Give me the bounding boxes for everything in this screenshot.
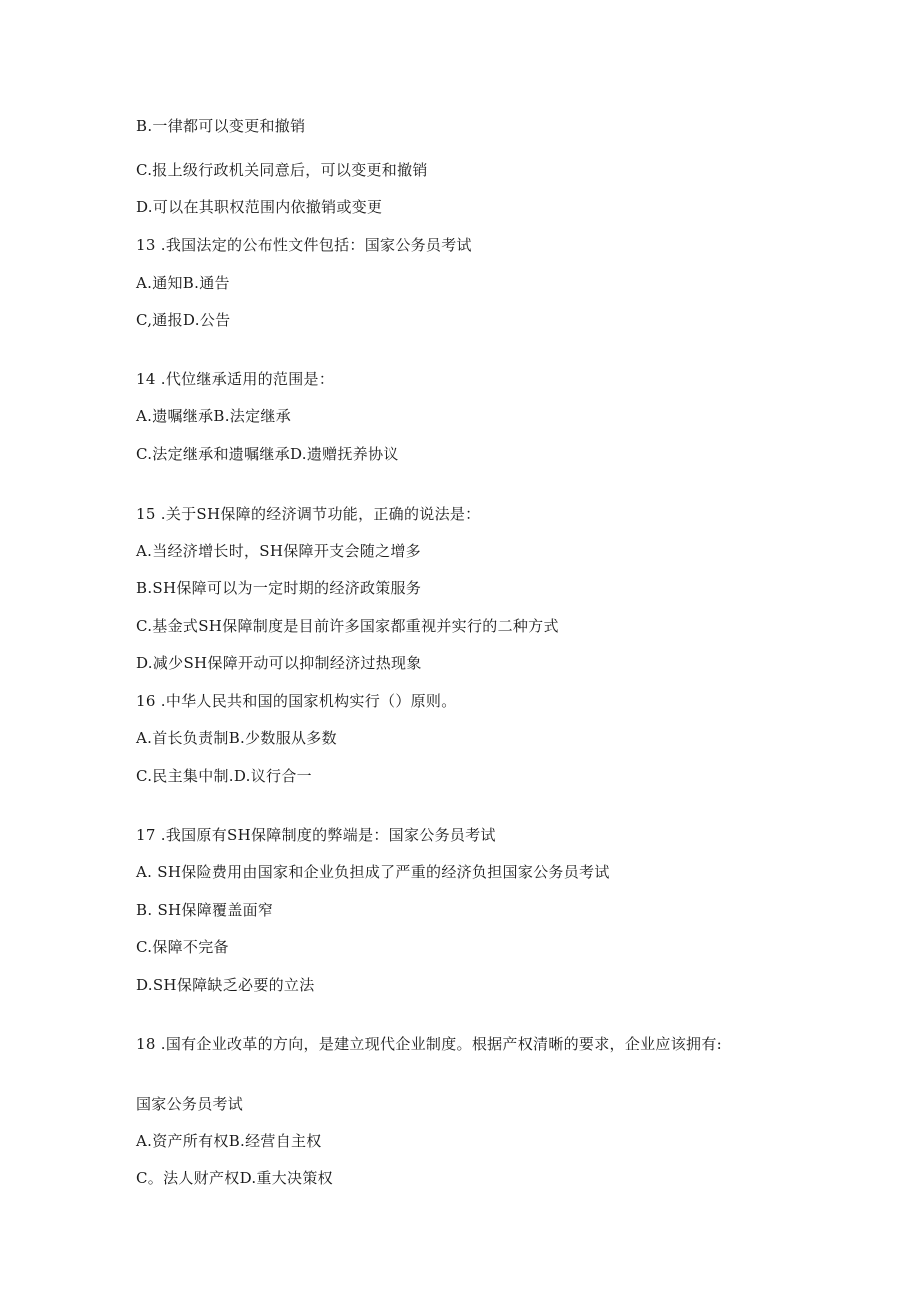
question-18: 18 .国有企业改革的方向，是建立现代企业制度。根据产权清晰的要求，企业应该拥有: [136,1035,722,1053]
question-14: 14 .代位继承适用的范围是： [136,370,335,388]
question-13: 13 .我国法定的公布性文件包括：国家公务员考试 [136,236,472,254]
option-16-ab: A.首长负责制B.少数服从多数 [136,729,337,747]
option-12-d: D.可以在其职权范围内依撤销或变更 [136,198,383,216]
option-18-ab: A.资产所有权B.经营自主权 [136,1132,322,1150]
option-15-d: D.减少SH保障开动可以抑制经济过热现象 [136,654,422,672]
option-17-a: A. SH保险费用由国家和企业负担成了严重的经济负担国家公务员考试 [136,863,610,881]
option-15-a: A.当经济增长时，SH保障开支会随之增多 [136,542,421,560]
option-17-b: B. SH保障覆盖面窄 [136,901,274,919]
option-15-b: B.SH保障可以为一定时期的经济政策服务 [136,579,422,597]
question-18-note: 国家公务员考试 [136,1095,244,1113]
question-17: 17 .我国原有SH保障制度的弊端是：国家公务员考试 [136,826,496,844]
question-16: 16 .中华人民共和国的国家机构实行（）原则。 [136,692,457,710]
question-15: 15 .关于SH保障的经济调节功能，正确的说法是： [136,505,481,523]
option-18-cd: C。法人财产权D.重大决策权 [136,1169,333,1187]
option-14-ab: A.遗嘱继承B.法定继承 [136,407,291,425]
option-14-cd: C.法定继承和遗嘱继承D.遗赠抚养协议 [136,445,399,463]
option-16-cd: C.民主集中制.D.议行合一 [136,767,312,785]
option-12-c: C.报上级行政机关同意后，可以变更和撤销 [136,161,428,179]
option-15-c: C.基金式SH保障制度是目前许多国家都重视并实行的二种方式 [136,617,559,635]
option-17-c: C.保障不完备 [136,938,229,956]
option-13-cd: C,通报D.公告 [136,311,231,329]
option-13-ab: A.通知B.通告 [136,274,230,292]
option-17-d: D.SH保障缺乏必要的立法 [136,976,315,994]
option-12-b: B.一律都可以变更和撤销 [136,117,306,135]
